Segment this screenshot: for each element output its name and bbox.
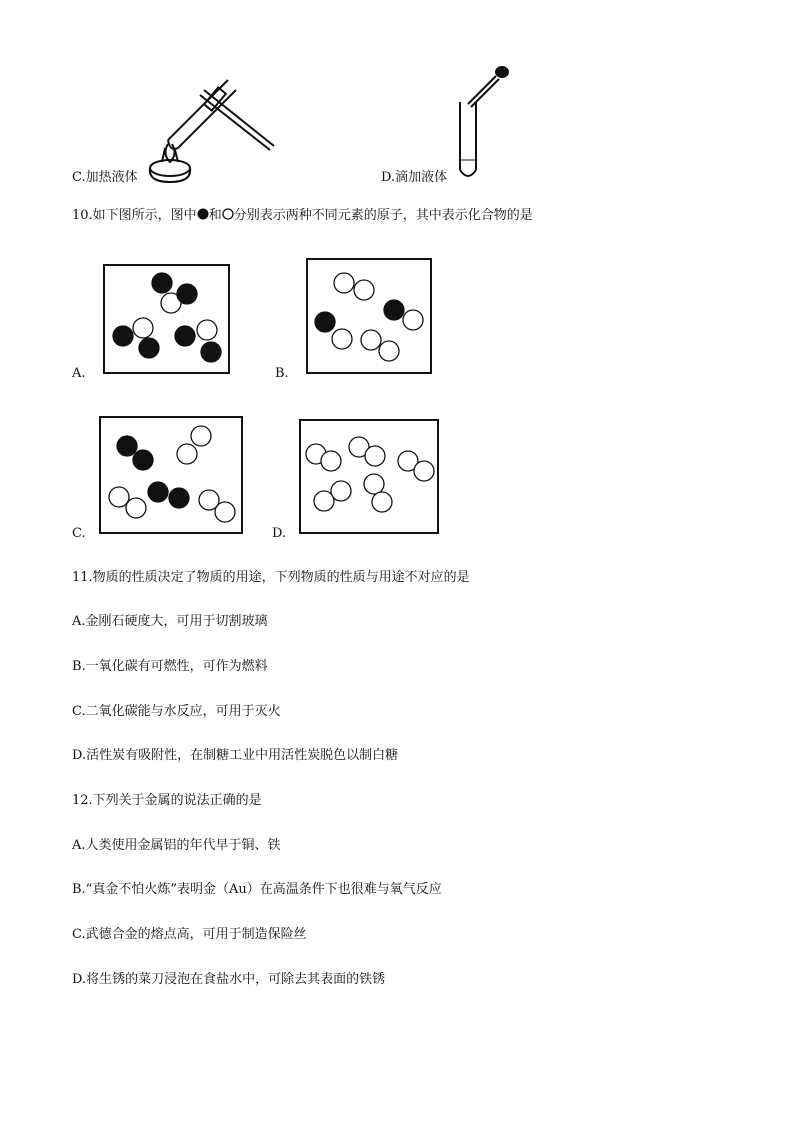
diagram-d-particles bbox=[301, 421, 437, 532]
option-d-label: D. bbox=[272, 526, 287, 541]
question-11-option-c: C.二氧化碳能与水反应，可用于灭火 bbox=[72, 704, 281, 719]
question-12-option-d: D.将生锈的菜刀浸泡在食盐水中，可除去其表面的铁锈 bbox=[72, 972, 386, 987]
heating-liquid-figure bbox=[140, 70, 280, 185]
heating-apparatus-drawing bbox=[140, 70, 280, 185]
diagram-a-particles bbox=[105, 266, 228, 372]
diagram-c-box bbox=[99, 416, 243, 534]
question-10-stem: 10.如下图所示，图中 和 分别表示两种不同元素的原子，其中表示化合物的是 bbox=[72, 208, 533, 223]
question-11-option-b: B.一氧化碳有可燃性，可作为燃料 bbox=[72, 659, 268, 674]
option-d-dropping-liquid: D.滴加液体 bbox=[381, 170, 448, 185]
diagram-a-box bbox=[103, 264, 230, 374]
question-11-option-d: D.活性炭有吸附性，在制糖工业中用活性炭脱色以制白糖 bbox=[72, 748, 399, 763]
question-12-option-a: A.人类使用金属铝的年代早于铜、铁 bbox=[72, 838, 281, 853]
diagram-b-particles bbox=[308, 260, 430, 372]
white-atom-icon bbox=[222, 208, 234, 220]
diagram-d-box bbox=[299, 419, 439, 534]
question-11-stem: 11.物质的性质决定了物质的用途，下列物质的性质与用途不对应的是 bbox=[72, 570, 470, 585]
dropper-test-tube-drawing bbox=[452, 62, 522, 184]
diagram-b-box bbox=[306, 258, 432, 374]
dropping-liquid-figure bbox=[452, 62, 522, 184]
question-11-option-a: A.金刚石硬度大，可用于切割玻璃 bbox=[72, 614, 268, 629]
question-12-option-c: C.武德合金的熔点高，可用于制造保险丝 bbox=[72, 927, 307, 942]
diagram-c-particles bbox=[101, 418, 241, 532]
option-c-heating-liquid: C.加热液体 bbox=[72, 170, 138, 185]
option-a-label: A. bbox=[72, 366, 86, 381]
question-12-option-b: B.“真金不怕火炼”表明金（Au）在高温条件下也很难与氧气反应 bbox=[72, 882, 442, 897]
question-12-stem: 12.下列关于金属的说法正确的是 bbox=[72, 793, 262, 808]
black-atom-icon bbox=[197, 208, 209, 220]
option-b-label: B. bbox=[275, 366, 289, 381]
option-c-label: C. bbox=[72, 526, 86, 541]
